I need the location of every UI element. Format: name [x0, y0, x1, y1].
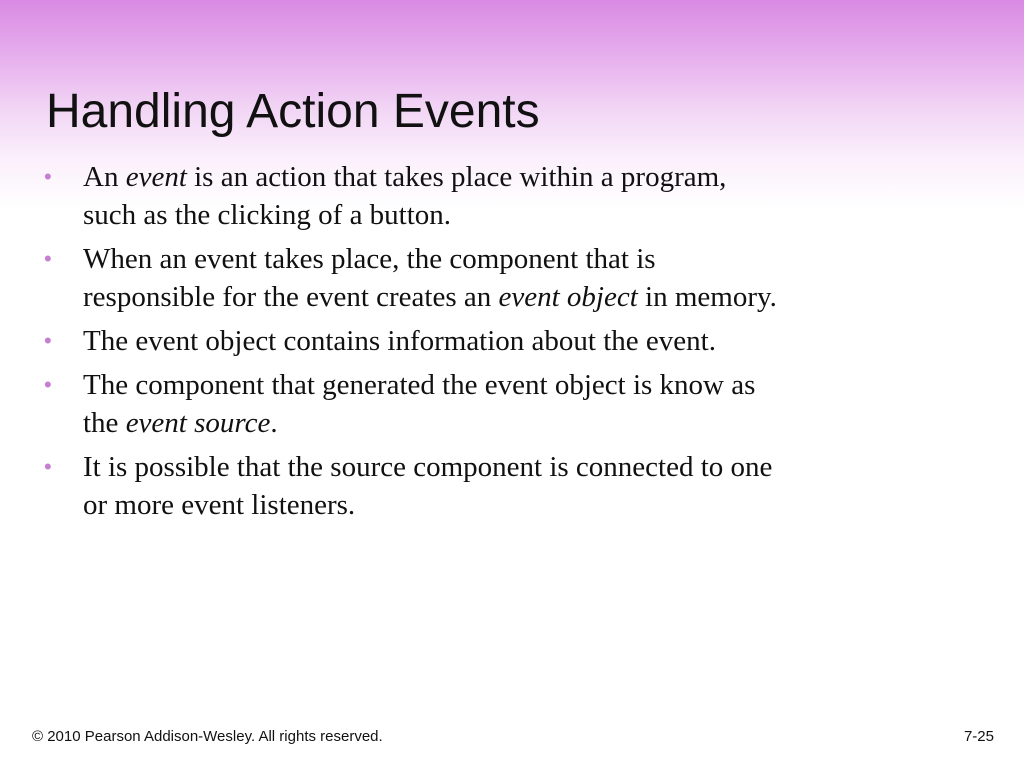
bullet-icon: •	[44, 454, 52, 479]
text-run: is an action that takes place within a program,	[186, 161, 727, 193]
emphasis-term: event source	[125, 407, 271, 439]
bullet-text	[83, 158, 923, 234]
bullet-line	[83, 404, 923, 442]
bullet-line	[83, 322, 923, 360]
text-run: The component that generated the event object is know as	[83, 369, 756, 401]
bullet-icon: •	[44, 328, 52, 353]
text-run: An	[83, 161, 126, 193]
bullet-text	[83, 322, 923, 360]
bullet-line	[83, 486, 923, 524]
bullet-line	[83, 196, 923, 234]
bullet-line	[83, 366, 923, 404]
text-run: When an event takes place, the component that is	[83, 243, 656, 275]
text-run: in memory.	[637, 281, 777, 313]
text-run: The event object contains information about the event.	[83, 325, 716, 357]
bullet-line	[83, 278, 923, 316]
text-run: or more event listeners.	[83, 489, 356, 521]
text-run: responsible for the event creates an	[83, 281, 499, 313]
text-run: .	[270, 407, 278, 439]
text-run: such as the clicking of a button.	[83, 199, 452, 231]
slide-title: Handling Action Events	[46, 85, 540, 138]
emphasis-term: event object	[498, 281, 638, 313]
bullet-icon: •	[44, 164, 52, 189]
bullet-line	[83, 158, 923, 196]
text-run: the	[83, 407, 126, 439]
bullet-icon: •	[44, 246, 52, 271]
emphasis-term: event	[125, 161, 187, 193]
bullet-line	[83, 240, 923, 278]
bullet-text	[83, 366, 923, 442]
page-number: 7-25	[963, 728, 994, 745]
bullet-text	[83, 448, 923, 524]
bullet-icon: •	[44, 372, 52, 397]
bullet-line	[83, 448, 923, 486]
copyright-notice: © 2010 Pearson Addison-Wesley. All rights reserved.	[32, 728, 383, 745]
bullet-text	[83, 240, 923, 316]
text-run: It is possible that the source component is connected to one	[83, 451, 773, 483]
